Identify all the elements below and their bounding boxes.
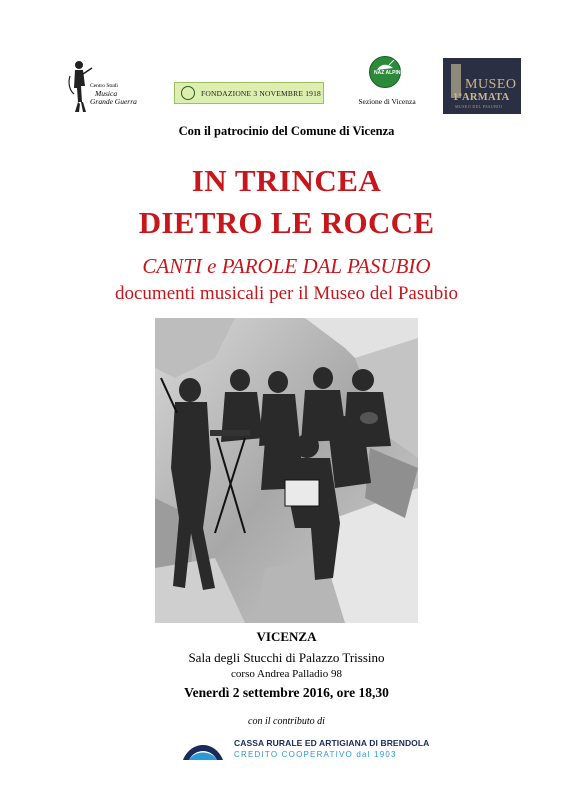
title-line-2: DIETRO LE ROCCE <box>138 205 435 240</box>
subtitle: CANTI e PAROLE DAL PASUBIO <box>142 254 431 278</box>
csmg-logo <box>66 58 142 114</box>
csmg-line1: Centro Studi <box>90 83 118 89</box>
event-date: Venerdì 2 settembre 2016, ore 18,30 <box>184 685 389 700</box>
museo-subtitle: 1ªARMATA <box>453 92 510 103</box>
csmg-line2: Musica <box>95 89 118 98</box>
museo-title: MUSEO <box>465 77 517 92</box>
description: documenti musicali per il Museo del Pasubio <box>114 283 458 304</box>
fondazione-label: FONDAZIONE 3 NOVEMBRE 1918 <box>201 88 321 98</box>
event-address: corso Andrea Palladio 98 <box>231 668 342 680</box>
contributo-line: con il contributo di <box>248 716 325 727</box>
seal-icon <box>181 86 195 100</box>
trench-musicians-photo <box>155 318 418 623</box>
csmg-line3: Grande Guerra <box>90 97 137 106</box>
ana-emblem-text: NAZ ALPINI <box>374 70 402 76</box>
csmg-name <box>90 82 137 106</box>
event-city: VICENZA <box>256 629 317 644</box>
bank-name: CASSA RURALE ED ARTIGIANA DI BRENDOLA <box>234 738 430 748</box>
museo-small-text: MUSEO DEL PASUBIO <box>455 104 503 109</box>
ana-logo <box>356 55 416 115</box>
title-line-1: IN TRINCEA <box>191 163 382 198</box>
bank-arc-icon <box>181 736 225 762</box>
fondazione-logo <box>174 82 324 104</box>
bank-tagline: CREDITO COOPERATIVO dal 1903 <box>234 750 397 759</box>
ana-caption: Sezione di Vicenza <box>358 97 416 106</box>
event-venue: Sala degli Stucchi di Palazzo Trissino <box>188 650 385 665</box>
museo-logo <box>443 58 521 114</box>
bank-logo <box>181 732 430 768</box>
patrocinio-line: Con il patrocinio del Comune di Vicenza <box>178 124 395 138</box>
